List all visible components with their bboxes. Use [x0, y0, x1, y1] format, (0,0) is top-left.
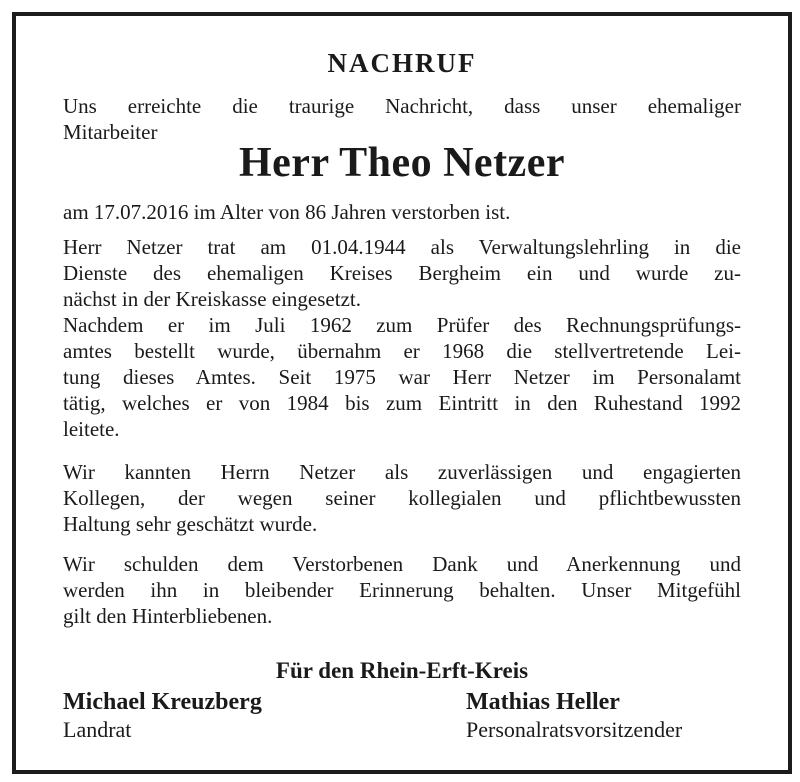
career-line: Herr Netzer trat am 01.04.1944 als Verwaltungslehrling in die — [63, 235, 741, 259]
career-line: tung dieses Amtes. Seit 1975 war Herr Netzer im Personalamt — [63, 365, 741, 389]
career-paragraph — [63, 234, 741, 442]
signatory-name: Mathias Heller — [466, 689, 620, 715]
deceased-name: Herr Theo Netzer — [239, 140, 565, 186]
tribute-line: Wir kannten Herrn Netzer als zuverlässigen und engagierten — [63, 460, 741, 484]
death-paragraph — [63, 199, 741, 225]
career-line: nächst in der Kreiskasse eingesetzt. — [63, 287, 361, 311]
signatory-title: Personalratsvorsitzender — [466, 717, 683, 742]
death-line: am 17.07.2016 im Alter von 86 Jahren verstorben ist. — [63, 200, 511, 224]
intro-line: Uns erreichte die traurige Nachricht, dass unser ehemaliger — [63, 94, 741, 118]
thanks-line: werden ihn in bleibender Erinnerung behalten. Unser Mitgefühl — [63, 578, 741, 602]
thanks-paragraph — [63, 551, 741, 629]
career-line: Dienste des ehemaligen Kreises Bergheim ein und wurde zu- — [63, 261, 741, 285]
career-line: leitete. — [63, 417, 120, 441]
thanks-line: gilt den Hinterbliebenen. — [63, 604, 273, 628]
notice-heading: NACHRUF — [327, 48, 477, 78]
tribute-line: Haltung sehr geschätzt wurde. — [63, 512, 318, 536]
signatory-title: Landrat — [63, 717, 132, 742]
career-line: Nachdem er im Juli 1962 zum Prüfer des Rechnungsprüfungs- — [63, 313, 741, 337]
signatory-name: Michael Kreuzberg — [63, 689, 262, 715]
signatory-left — [63, 688, 262, 744]
career-line: tätig, welches er von 1984 bis zum Eintritt in den Ruhestand 1992 — [63, 391, 741, 415]
intro-line: Mitarbeiter — [63, 120, 158, 144]
intro-paragraph — [63, 93, 741, 145]
tribute-paragraph — [63, 459, 741, 537]
organization-name: Für den Rhein-Erft-Kreis — [275, 658, 529, 683]
thanks-line: Wir schulden dem Verstorbenen Dank und Anerkennung und — [63, 552, 741, 576]
tribute-line: Kollegen, der wegen seiner kollegialen und pflichtbewussten — [63, 486, 741, 510]
career-line: amtes bestellt wurde, übernahm er 1968 die stellvertretende Lei- — [63, 339, 741, 363]
signatory-right — [466, 688, 682, 744]
